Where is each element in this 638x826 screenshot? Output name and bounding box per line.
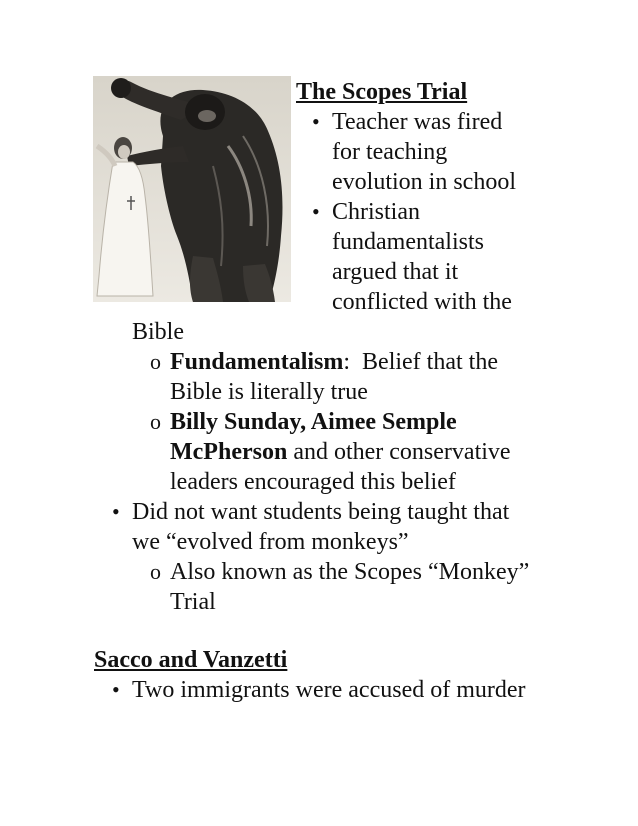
term-fundamentalism: Fundamentalism <box>170 349 344 375</box>
name-mcpherson: McPherson <box>170 439 288 465</box>
bullet-text-line: fundamentalists <box>332 229 484 255</box>
bullet-text-line: for teaching <box>332 139 448 165</box>
bullet-text-line: Teacher was fired <box>332 109 503 135</box>
bullet-marker: • <box>112 677 120 702</box>
bullet-text-line: Christian <box>332 199 420 225</box>
bullet-text-line: argued that it <box>332 259 459 285</box>
bullet-text-line: Did not want students being taught that <box>132 499 510 525</box>
colon: : <box>343 349 351 375</box>
sub-bullet-marker: o <box>150 559 161 584</box>
definition: Belief that the <box>362 349 498 375</box>
section-heading-scopes-trial: The Scopes Trial <box>296 79 468 105</box>
sub-bullet-marker: o <box>150 349 161 374</box>
sub-bullet-text-line: Billy Sunday, Aimee Semple <box>170 409 457 435</box>
gorilla-illustration <box>93 76 291 302</box>
rest-text: and other conservative <box>287 439 511 465</box>
sub-bullet-text-line: leaders encouraged this belief <box>170 469 456 495</box>
bullet-text-line: Two immigrants were accused of murder <box>132 677 526 703</box>
gorilla-photo <box>93 76 291 302</box>
bullet-continuation: Bible <box>132 319 184 345</box>
bullet-marker: • <box>312 199 320 224</box>
sub-bullet-text-line: Trial <box>170 589 216 615</box>
sub-bullet-text-line: Also known as the Scopes “Monkey” <box>170 559 530 585</box>
sub-bullet-marker: o <box>150 409 161 434</box>
section-heading-sacco-vanzetti: Sacco and Vanzetti <box>94 647 288 673</box>
bullet-text-line: conflicted with the <box>332 289 512 315</box>
sub-bullet-text-line: Bible is literally true <box>170 379 368 405</box>
bullet-marker: • <box>112 499 120 524</box>
bullet-marker: • <box>312 109 320 134</box>
sub-bullet-text-line <box>170 438 511 466</box>
sub-bullet-text-line <box>170 348 498 376</box>
bullet-text-line: evolution in school <box>332 169 516 195</box>
bullet-text-line: we “evolved from monkeys” <box>132 529 409 555</box>
